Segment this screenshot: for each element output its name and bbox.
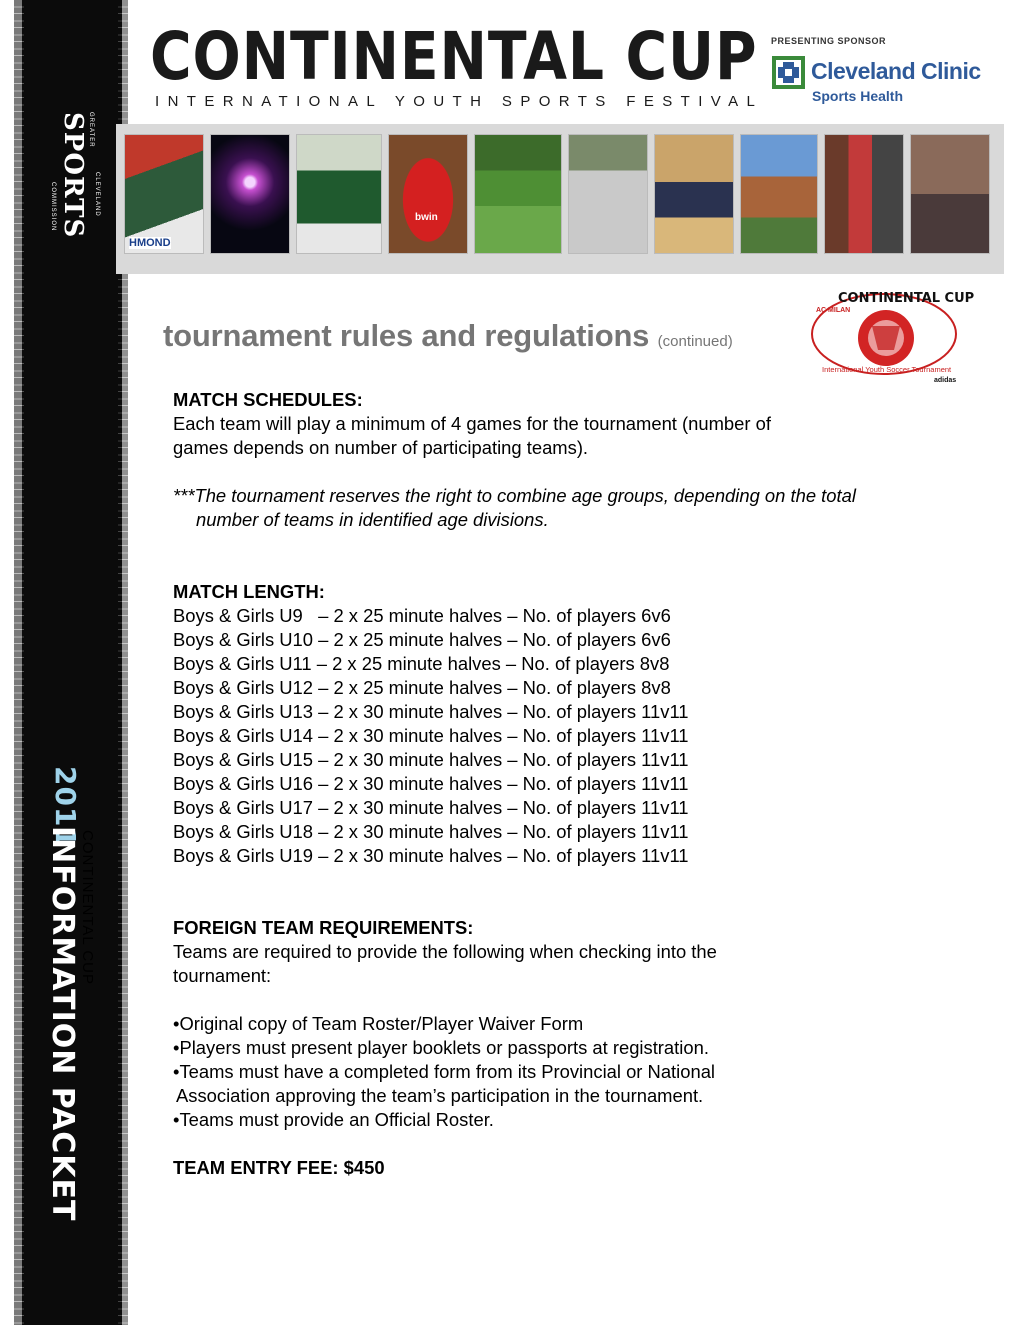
- spacer: [173, 460, 863, 484]
- tlogo-ring-text: International Youth Soccer Tournament: [822, 365, 952, 374]
- requirement-item: •Original copy of Team Roster/Player Waiver Form: [173, 1013, 584, 1034]
- foreign-team-line-2: tournament:: [173, 965, 272, 986]
- photo-team-banner: [296, 134, 382, 254]
- logo-greater-text: GREATER: [88, 112, 94, 148]
- page-title: [163, 318, 733, 354]
- match-length-row: Boys & Girls U13 – 2 x 30 minute halves – No. of players 11v11: [173, 701, 689, 722]
- photo-mascot-crowd: [740, 134, 818, 254]
- continental-cup-title: CONTINENTAL CUP: [150, 18, 758, 95]
- sidebar-year: 2011: [49, 766, 82, 848]
- ac-milan-continental-cup-logo: [808, 286, 975, 386]
- match-length-row: Boys & Girls U11 – 2 x 25 minute halves – No. of players 8v8: [173, 653, 670, 674]
- age-group-note: ***The tournament reserves the right to combine age groups, depending on the total number of teams in identified age divisions.: [173, 485, 856, 530]
- match-length-row: Boys & Girls U19 – 2 x 30 minute halves – No. of players 11v11: [173, 845, 689, 866]
- logo-sports-text: SPORTS: [58, 112, 88, 239]
- match-schedules-title: MATCH SCHEDULES:: [173, 389, 363, 410]
- photo-baseball: [568, 134, 648, 254]
- festival-subtitle: INTERNATIONAL YOUTH SPORTS FESTIVAL: [155, 93, 764, 110]
- foreign-team-title: FOREIGN TEAM REQUIREMENTS:: [173, 917, 474, 938]
- foreign-team-line-1: Teams are required to provide the following when checking into the: [173, 941, 717, 962]
- photo-caption-hmond: HMOND: [129, 237, 171, 249]
- match-schedules-line-2: games depends on number of participating teams).: [173, 437, 589, 458]
- photo-caption-bwin: bwin: [415, 212, 438, 223]
- sports-commission-logo: [42, 112, 102, 242]
- spacer: [173, 988, 863, 1012]
- photo-basketball: [654, 134, 734, 254]
- match-length-row: Boys & Girls U14 – 2 x 30 minute halves – No. of players 11v11: [173, 725, 689, 746]
- photo-soccer-match: [474, 134, 562, 254]
- photo-crowd-surf: [910, 134, 990, 254]
- match-length-row: Boys & Girls U17 – 2 x 30 minute halves – No. of players 11v11: [173, 797, 689, 818]
- photo-fireworks: [210, 134, 290, 254]
- page-title-continued: (continued): [657, 333, 733, 350]
- tlogo-name-text: CONTINENTAL CUP: [838, 291, 975, 306]
- match-length-row: Boys & Girls U10 – 2 x 25 minute halves – No. of players 6v6: [173, 629, 671, 650]
- photo-mascot: [388, 134, 468, 254]
- match-length-row: Boys & Girls U16 – 2 x 30 minute halves – No. of players 11v11: [173, 773, 689, 794]
- match-length-row: Boys & Girls U9 – 2 x 25 minute halves – No. of players 6v6: [173, 605, 671, 626]
- requirement-item: •Teams must have a completed form from its Provincial or National: [173, 1061, 716, 1082]
- logo-cleveland-text: CLEVELAND: [94, 172, 100, 217]
- sidebar-grunge-edge-left: [14, 0, 24, 1325]
- presenting-sponsor-label: PRESENTING SPONSOR: [771, 36, 887, 46]
- spacer: [173, 868, 863, 916]
- team-entry-fee: TEAM ENTRY FEE: $450: [173, 1157, 385, 1178]
- match-length-title: MATCH LENGTH:: [173, 581, 325, 602]
- logo-commission-text: COMMISSION: [50, 182, 56, 232]
- requirement-item: •Players must present player booklets or passports at registration.: [173, 1037, 709, 1058]
- rules-content: [173, 388, 863, 1180]
- cleveland-clinic-cross-icon: [772, 56, 805, 89]
- spacer: [173, 1132, 863, 1156]
- tlogo-top-text: AC MILAN: [816, 307, 851, 314]
- tlogo-brand-text: adidas: [934, 377, 957, 384]
- page-title-text: tournament rules and regulations: [163, 318, 650, 353]
- photo-fans: [124, 134, 204, 254]
- photo-guitar: [824, 134, 904, 254]
- requirement-item-continued: Association approving the team’s participation in the tournament.: [176, 1085, 704, 1106]
- match-length-row: Boys & Girls U15 – 2 x 30 minute halves – No. of players 11v11: [173, 749, 689, 770]
- sidebar-packet-title: INFORMATION PACKET: [45, 826, 80, 1222]
- match-schedules-line-1: Each team will play a minimum of 4 games for the tournament (number of: [173, 413, 771, 434]
- requirement-item: •Teams must provide an Official Roster.: [173, 1109, 494, 1130]
- match-length-row: Boys & Girls U18 – 2 x 30 minute halves – No. of players 11v11: [173, 821, 689, 842]
- spacer: [173, 532, 863, 580]
- photo-strip: [116, 124, 1004, 274]
- sponsor-subtitle: Sports Health: [812, 88, 904, 104]
- sponsor-name: Cleveland Clinic: [811, 58, 981, 84]
- match-length-row: Boys & Girls U12 – 2 x 25 minute halves – No. of players 8v8: [173, 677, 671, 698]
- sidebar-packet-subtitle: CONTINENTAL CUP: [79, 830, 96, 986]
